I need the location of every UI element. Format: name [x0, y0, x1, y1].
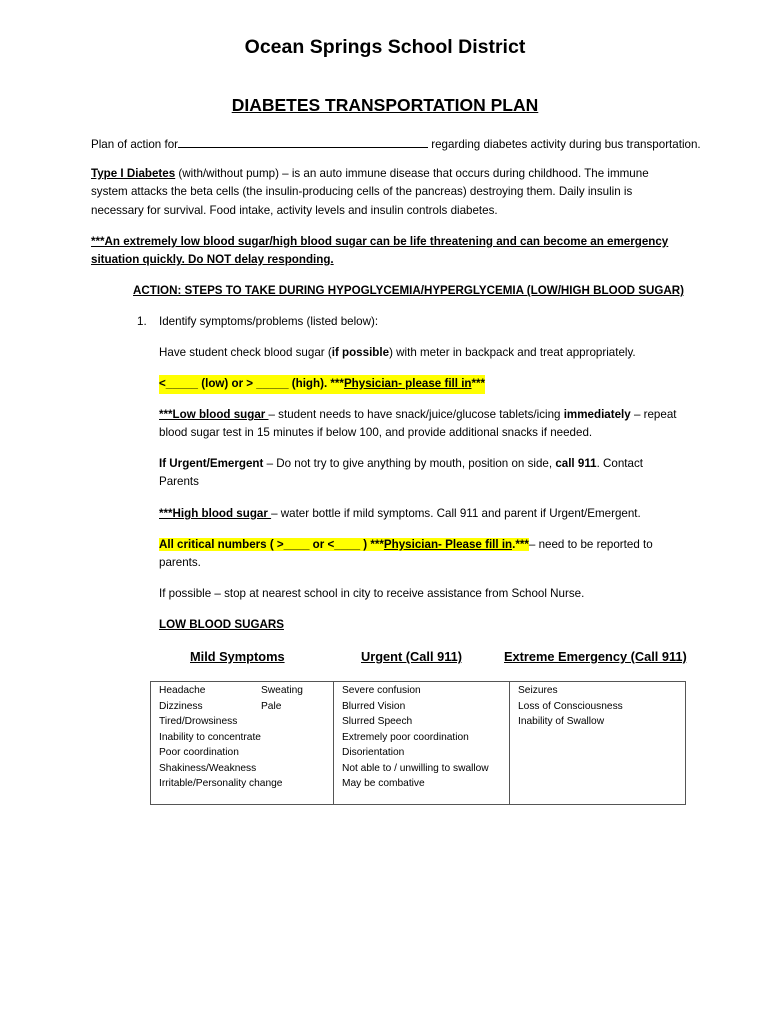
- low-blood-sugar-label: ***Low blood sugar: [159, 408, 269, 421]
- low-blood-sugar-line-2: blood sugar test in 15 minutes if below 100, and provide additional snacks if needed.: [159, 426, 593, 439]
- critical-numbers-line-1: All critical numbers ( >____ or <____ ) ***Physician- Please fill in.***– need to be reported to: [159, 538, 653, 551]
- critical-numbers-line-2: parents.: [159, 556, 201, 569]
- type1-line-1: Type I Diabetes (with/without pump) – is an auto immune disease that occurs during childhood. The immune: [91, 167, 649, 180]
- urgent-symptom: Blurred Vision: [342, 700, 406, 712]
- mild-symptoms-column: [151, 682, 333, 804]
- low-blood-sugar-line-1: ***Low blood sugar – student needs to have snack/juice/glucose tablets/icing immediately – repeat: [159, 408, 677, 421]
- urgent-symptom: Slurred Speech: [342, 716, 413, 727]
- urgent-line-2: Parents: [159, 475, 199, 488]
- urgent-label: If Urgent/Emergent: [159, 457, 264, 470]
- urgent-symptom: Severe confusion: [342, 685, 421, 696]
- urgent-symptom: Disorientation: [342, 747, 405, 758]
- extreme-emergency-heading: Extreme Emergency (Call 911): [504, 649, 687, 664]
- urgent-symptom: Extremely poor coordination: [342, 731, 469, 743]
- mild-symptom: Headache: [159, 685, 206, 696]
- urgent-line-1: If Urgent/Emergent – Do not try to give anything by mouth, position on side, call 911. Contact: [159, 457, 643, 470]
- extreme-emergency-column: [509, 682, 685, 804]
- physician-fill-in-note: Physician- please fill in: [343, 377, 472, 390]
- mild-symptom: Poor coordination: [159, 747, 239, 758]
- step-1-text: Identify symptoms/problems (listed below):: [159, 315, 379, 328]
- symptoms-table: [150, 681, 686, 805]
- urgent-symptoms-column: [333, 682, 509, 804]
- urgent-symptom: May be combative: [342, 778, 425, 789]
- mild-symptom: Irritable/Personality change: [159, 778, 283, 789]
- warning-line-2: situation quickly. Do NOT delay responding.: [91, 253, 334, 266]
- critical-numbers-blanks[interactable]: All critical numbers ( >____ or <____ ) ***: [159, 538, 384, 551]
- plan-of-action-prefix: Plan of action for: [91, 138, 179, 151]
- mild-symptom: Sweating: [261, 685, 303, 696]
- type1-term: Type I Diabetes: [91, 167, 176, 180]
- mild-symptom: Pale: [261, 700, 282, 712]
- range-blanks[interactable]: <_____ (low) or > _____ (high). ***: [159, 377, 344, 390]
- low-blood-sugars-heading: LOW BLOOD SUGARS: [159, 618, 284, 631]
- high-blood-sugar-label: ***High blood sugar: [159, 507, 272, 520]
- high-blood-sugar-line: ***High blood sugar – water bottle if mild symptoms. Call 911 and parent if Urgent/Emergent.: [159, 507, 641, 520]
- warning-line-1: ***An extremely low blood sugar/high blood sugar can be life threatening and can become an emergency: [91, 235, 669, 248]
- mild-symptom: Shakiness/Weakness: [159, 762, 257, 774]
- district-title: Ocean Springs School District: [244, 36, 526, 58]
- extreme-symptom: Inability of Swallow: [518, 716, 605, 727]
- extreme-symptom: Seizures: [518, 685, 558, 696]
- student-name-blank[interactable]: [178, 135, 428, 148]
- extreme-symptom: Loss of Consciousness: [518, 700, 623, 712]
- plan-title: DIABETES TRANSPORTATION PLAN: [231, 95, 539, 115]
- nearest-school-line: If possible – stop at nearest school in city to receive assistance from School Nurse.: [159, 587, 585, 600]
- mild-symptom: Dizziness: [159, 700, 203, 712]
- action-heading: ACTION: STEPS TO TAKE DURING HYPOGLYCEMIA/HYPERGLYCEMIA (LOW/HIGH BLOOD SUGAR): [133, 284, 684, 297]
- step-number: 1.: [137, 315, 147, 328]
- check-blood-sugar-line: Have student check blood sugar (if possible) with meter in backpack and treat appropriately.: [159, 346, 636, 359]
- mild-symptom: Inability to concentrate: [159, 731, 261, 743]
- mild-symptoms-heading: Mild Symptoms: [190, 649, 285, 664]
- blood-sugar-range-line: <_____ (low) or > _____ (high). ***Physician- please fill in***: [159, 375, 485, 394]
- urgent-symptom: Not able to / unwilling to swallow: [342, 762, 489, 774]
- urgent-heading: Urgent (Call 911): [361, 649, 462, 664]
- type1-line-3: necessary for survival. Food intake, activity levels and insulin controls diabetes.: [91, 204, 498, 217]
- mild-symptom: Tired/Drowsiness: [159, 716, 238, 727]
- plan-of-action-suffix: regarding diabetes activity during bus transportation.: [431, 138, 701, 151]
- type1-line-2: system attacks the beta cells (the insulin-producing cells of the pancreas) destroying them. Daily insulin is: [91, 185, 633, 198]
- plan-of-action-line: [91, 135, 701, 155]
